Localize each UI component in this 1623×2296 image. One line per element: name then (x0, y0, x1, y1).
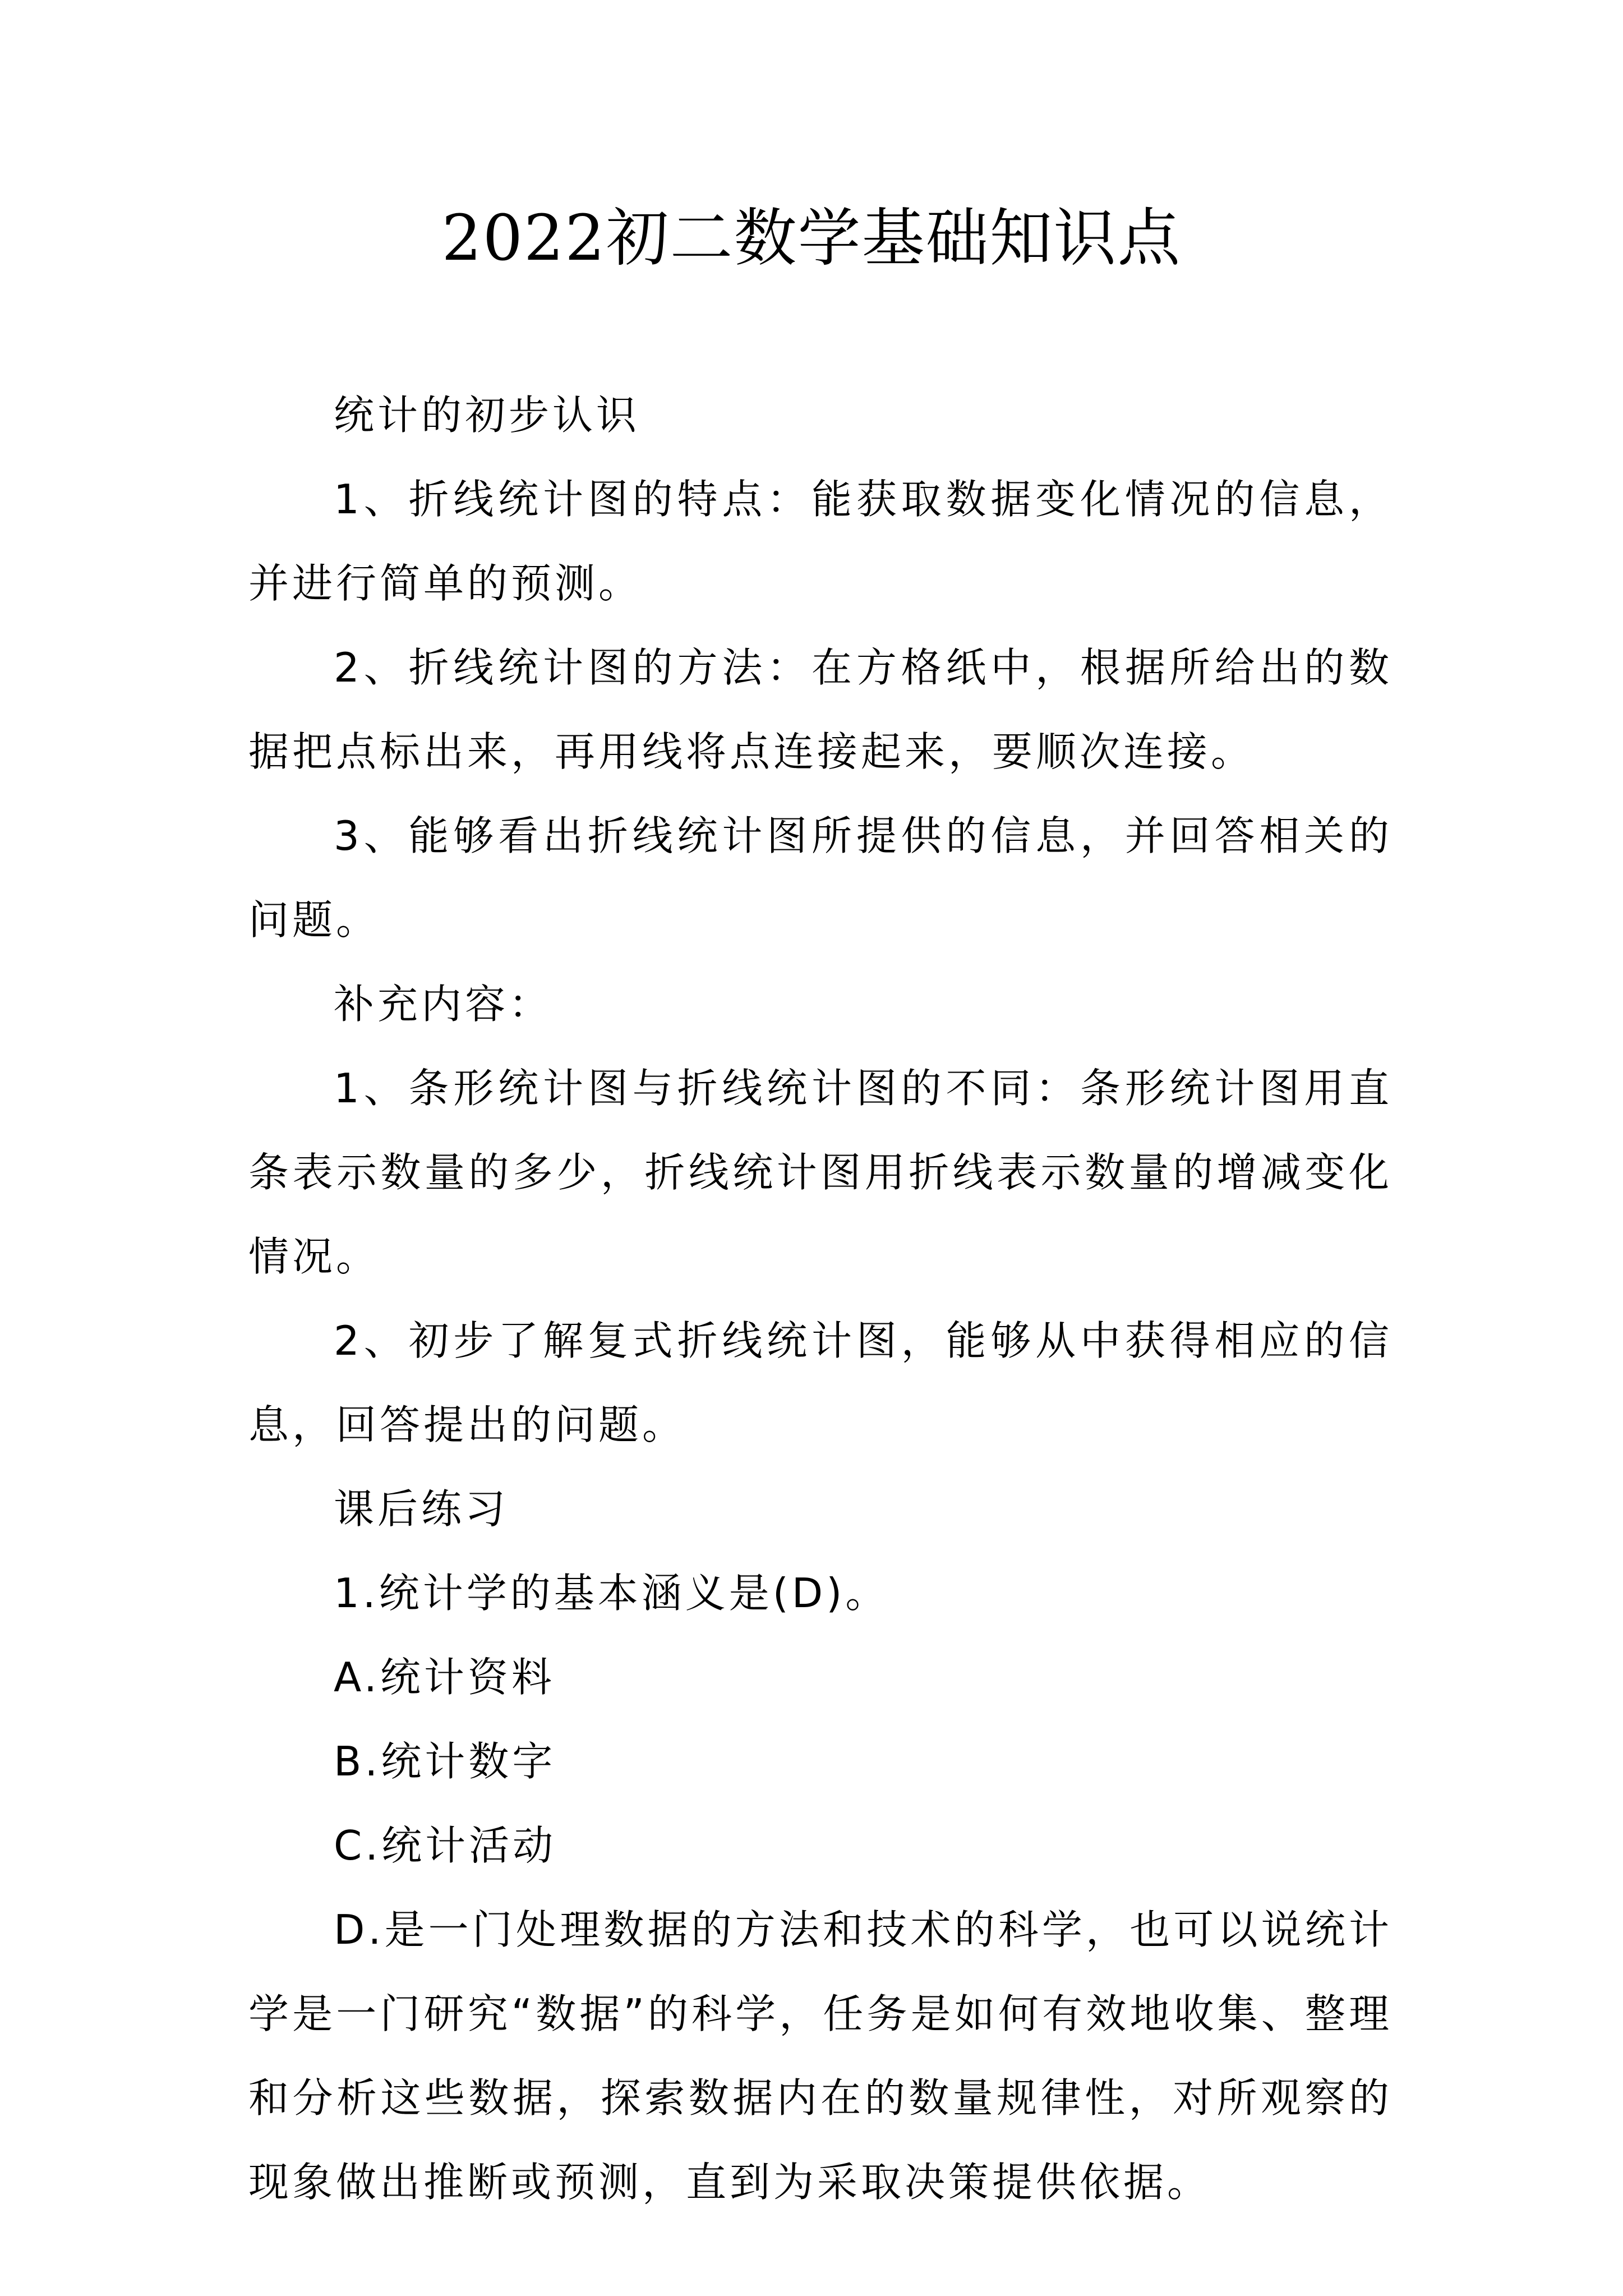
paragraph: 2、初步了解复式折线统计图，能够从中获得相应的信息，回答提出的问题。 (248, 1317, 1393, 1448)
paragraph: 1、折线统计图的特点：能获取数据变化情况的信息，并进行简单的预测。 (248, 476, 1393, 607)
question: 1.统计学的基本涵义是(D)。 (334, 1570, 889, 1617)
paragraph: 3、能够看出折线统计图所提供的信息，并回答相关的问题。 (248, 812, 1393, 944)
option-c: C.统计活动 (334, 1822, 557, 1869)
option-b: B.统计数字 (334, 1738, 556, 1785)
option-d: D.是一门处理数据的方法和技术的科学，也可以说统计学是一门研究“数据”的科学，任务是如何有效地收集、整理和分析这些数据，探索数据内在的数量规律性，对所观察的现象做出推断或预测，直到为采取决策提供依据。 (248, 1906, 1393, 2206)
paragraph: 2、折线统计图的方法：在方格纸中，根据所给出的数据把点标出来，再用线将点连接起来，要顺次连接。 (248, 644, 1393, 775)
section-heading-exercises: 课后练习 (334, 1485, 509, 1533)
section-heading-supplement: 补充内容： (334, 981, 553, 1028)
paragraph: 1、条形统计图与折线统计图的不同：条形统计图用直条表示数量的多少，折线统计图用折线表示数量的增减变化情况。 (248, 1065, 1393, 1280)
document-body (248, 373, 1393, 2224)
option-a: A.统计资料 (334, 1654, 555, 1701)
document-title: 2022初二数学基础知识点 (441, 202, 1182, 275)
section-heading-statistics: 统计的初步认识 (334, 392, 640, 439)
